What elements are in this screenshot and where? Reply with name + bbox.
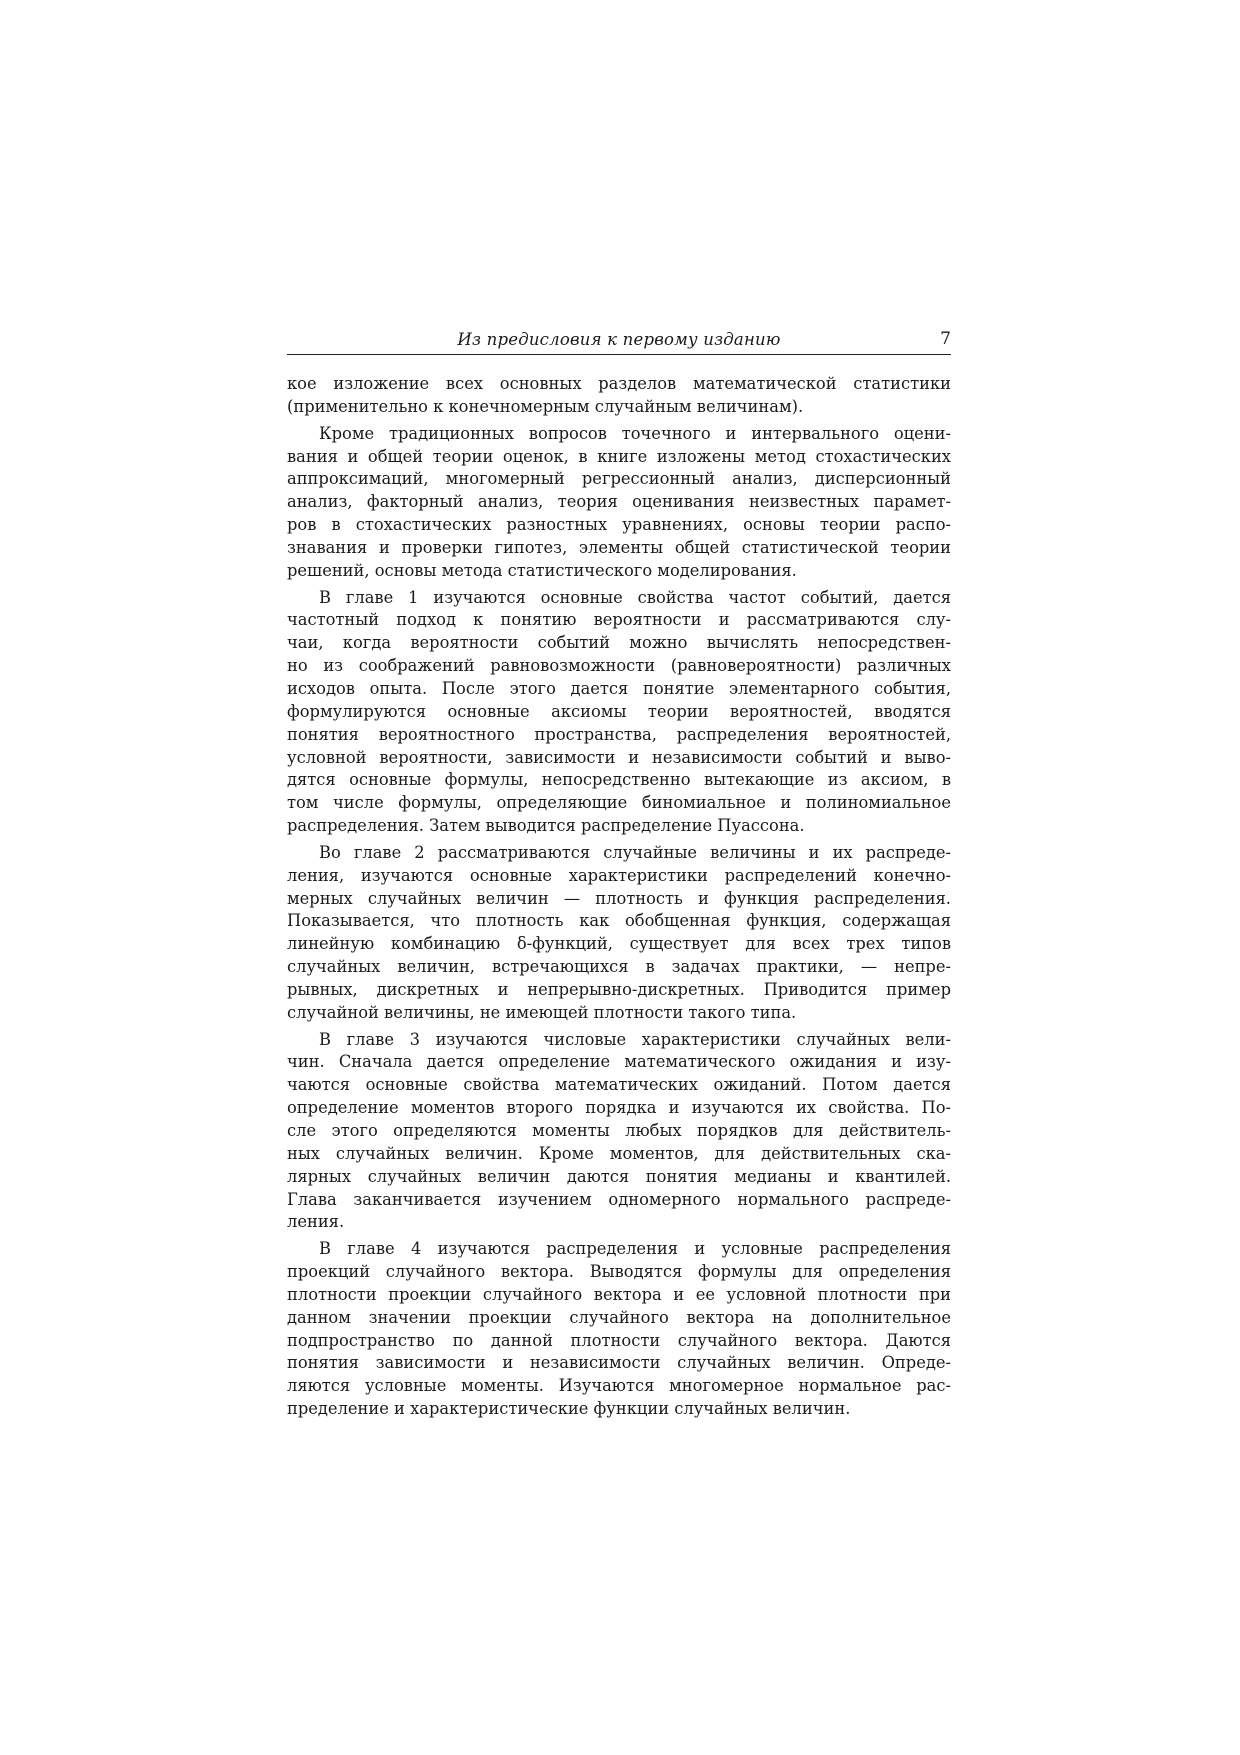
text-line: случайных величин, встречающихся в задачах практики, — непре-: [287, 957, 951, 977]
text-line: ления.: [287, 1212, 345, 1232]
running-head: [287, 328, 951, 355]
text-line: Глава заканчивается изучением одномерного нормального распреде-: [287, 1189, 951, 1209]
text-line: проекций случайного вектора. Выводятся формулы для определения: [287, 1262, 951, 1282]
text-line: но из соображений равновозможности (равновероятности) различных: [287, 656, 951, 676]
text-line: чаи, когда вероятности событий можно вычислять непосредствен-: [287, 633, 951, 653]
text-line: сле этого определяются моменты любых порядков для действитель-: [287, 1121, 951, 1140]
text-line: формулируются основные аксиомы теории вероятностей, вводятся: [287, 701, 951, 721]
paragraph: [287, 842, 951, 1025]
text-line: ления, изучаются основные характеристики распределений конечно-: [287, 865, 951, 885]
paragraph: [287, 1238, 951, 1421]
text-line: частотный подход к понятию вероятности и рассматриваются слу-: [287, 610, 951, 630]
paragraph: [287, 423, 951, 583]
text-line: случайной величины, не имеющей плотности такого типа.: [287, 1002, 797, 1022]
text-line: Во главе 2 рассматриваются случайные величины и их распреде-: [319, 842, 951, 862]
text-line: В главе 4 изучаются распределения и условные распределения: [319, 1239, 951, 1259]
text-line: том числе формулы, определяющие биномиальное и полиномиальное: [287, 793, 951, 813]
running-title: Из предисловия к первому изданию: [457, 330, 781, 349]
text-line: В главе 3 изучаются числовые характеристики случайных вели-: [319, 1029, 951, 1049]
text-line: анализ, факторный анализ, теория оценивания неизвестных парамет-: [287, 492, 951, 512]
text-line: ляются условные моменты. Изучаются многомерное нормальное рас-: [287, 1376, 951, 1396]
text-line: чин. Сначала дается определение математического ожидания и изу-: [287, 1052, 951, 1072]
text-line: решений, основы метода статистического моделирования.: [287, 560, 797, 580]
text-line: мерных случайных величин — плотность и функция распределения.: [287, 888, 951, 908]
text-line: чаются основные свойства математических ожиданий. Потом дается: [287, 1075, 951, 1095]
text-line: вания и общей теории оценок, в книге изложены метод стохастических: [287, 446, 951, 466]
paragraph: [287, 373, 951, 419]
text-line: линейную комбинацию δ-функций, существует для всех трех типов: [287, 934, 951, 954]
text-line: В главе 1 изучаются основные свойства частот событий, дается: [319, 587, 951, 607]
text-line: (применительно к конечномерным случайным величинам).: [287, 396, 804, 416]
text-line: условной вероятности, зависимости и независимости событий и выво-: [287, 747, 951, 767]
text-line: Кроме традиционных вопросов точечного и интервального оцени-: [319, 423, 951, 443]
body-text: [287, 373, 951, 1421]
book-page: [287, 328, 951, 1421]
text-line: понятия зависимости и независимости случайных величин. Опреде-: [287, 1353, 951, 1373]
paragraph: [287, 1029, 951, 1235]
text-line: распределения. Затем выводится распределение Пуассона.: [287, 816, 805, 836]
text-line: исходов опыта. После этого дается понятие элементарного события,: [287, 678, 951, 698]
text-line: данном значении проекции случайного вектора на дополнительное: [287, 1307, 951, 1327]
paragraph: [287, 587, 951, 838]
text-line: аппроксимаций, многомерный регрессионный анализ, дисперсионный: [287, 469, 951, 489]
text-line: определение моментов второго порядка и изучаются их свойства. По-: [287, 1098, 951, 1118]
text-line: знавания и проверки гипотез, элементы общей статистической теории: [287, 537, 951, 557]
text-line: дятся основные формулы, непосредственно вытекающие из аксиом, в: [287, 770, 951, 790]
text-line: плотности проекции случайного вектора и ее условной плотности при: [287, 1284, 951, 1304]
text-line: понятия вероятностного пространства, распределения вероятностей,: [287, 724, 951, 744]
page-number: 7: [940, 329, 951, 349]
text-line: лярных случайных величин даются понятия медианы и квантилей.: [287, 1166, 951, 1186]
text-line: кое изложение всех основных разделов математической статистики: [287, 374, 951, 393]
text-line: подпространство по данной плотности случайного вектора. Даются: [287, 1330, 951, 1350]
text-line: Показывается, что плотность как обобщенная функция, содержащая: [287, 911, 951, 931]
text-line: рывных, дискретных и непрерывно-дискретных. Приводится пример: [287, 979, 951, 999]
text-line: пределение и характеристические функции случайных величин.: [287, 1399, 851, 1419]
text-line: ров в стохастических разностных уравнениях, основы теории распо-: [287, 515, 951, 535]
text-line: ных случайных величин. Кроме моментов, для действительных ска-: [287, 1143, 951, 1163]
